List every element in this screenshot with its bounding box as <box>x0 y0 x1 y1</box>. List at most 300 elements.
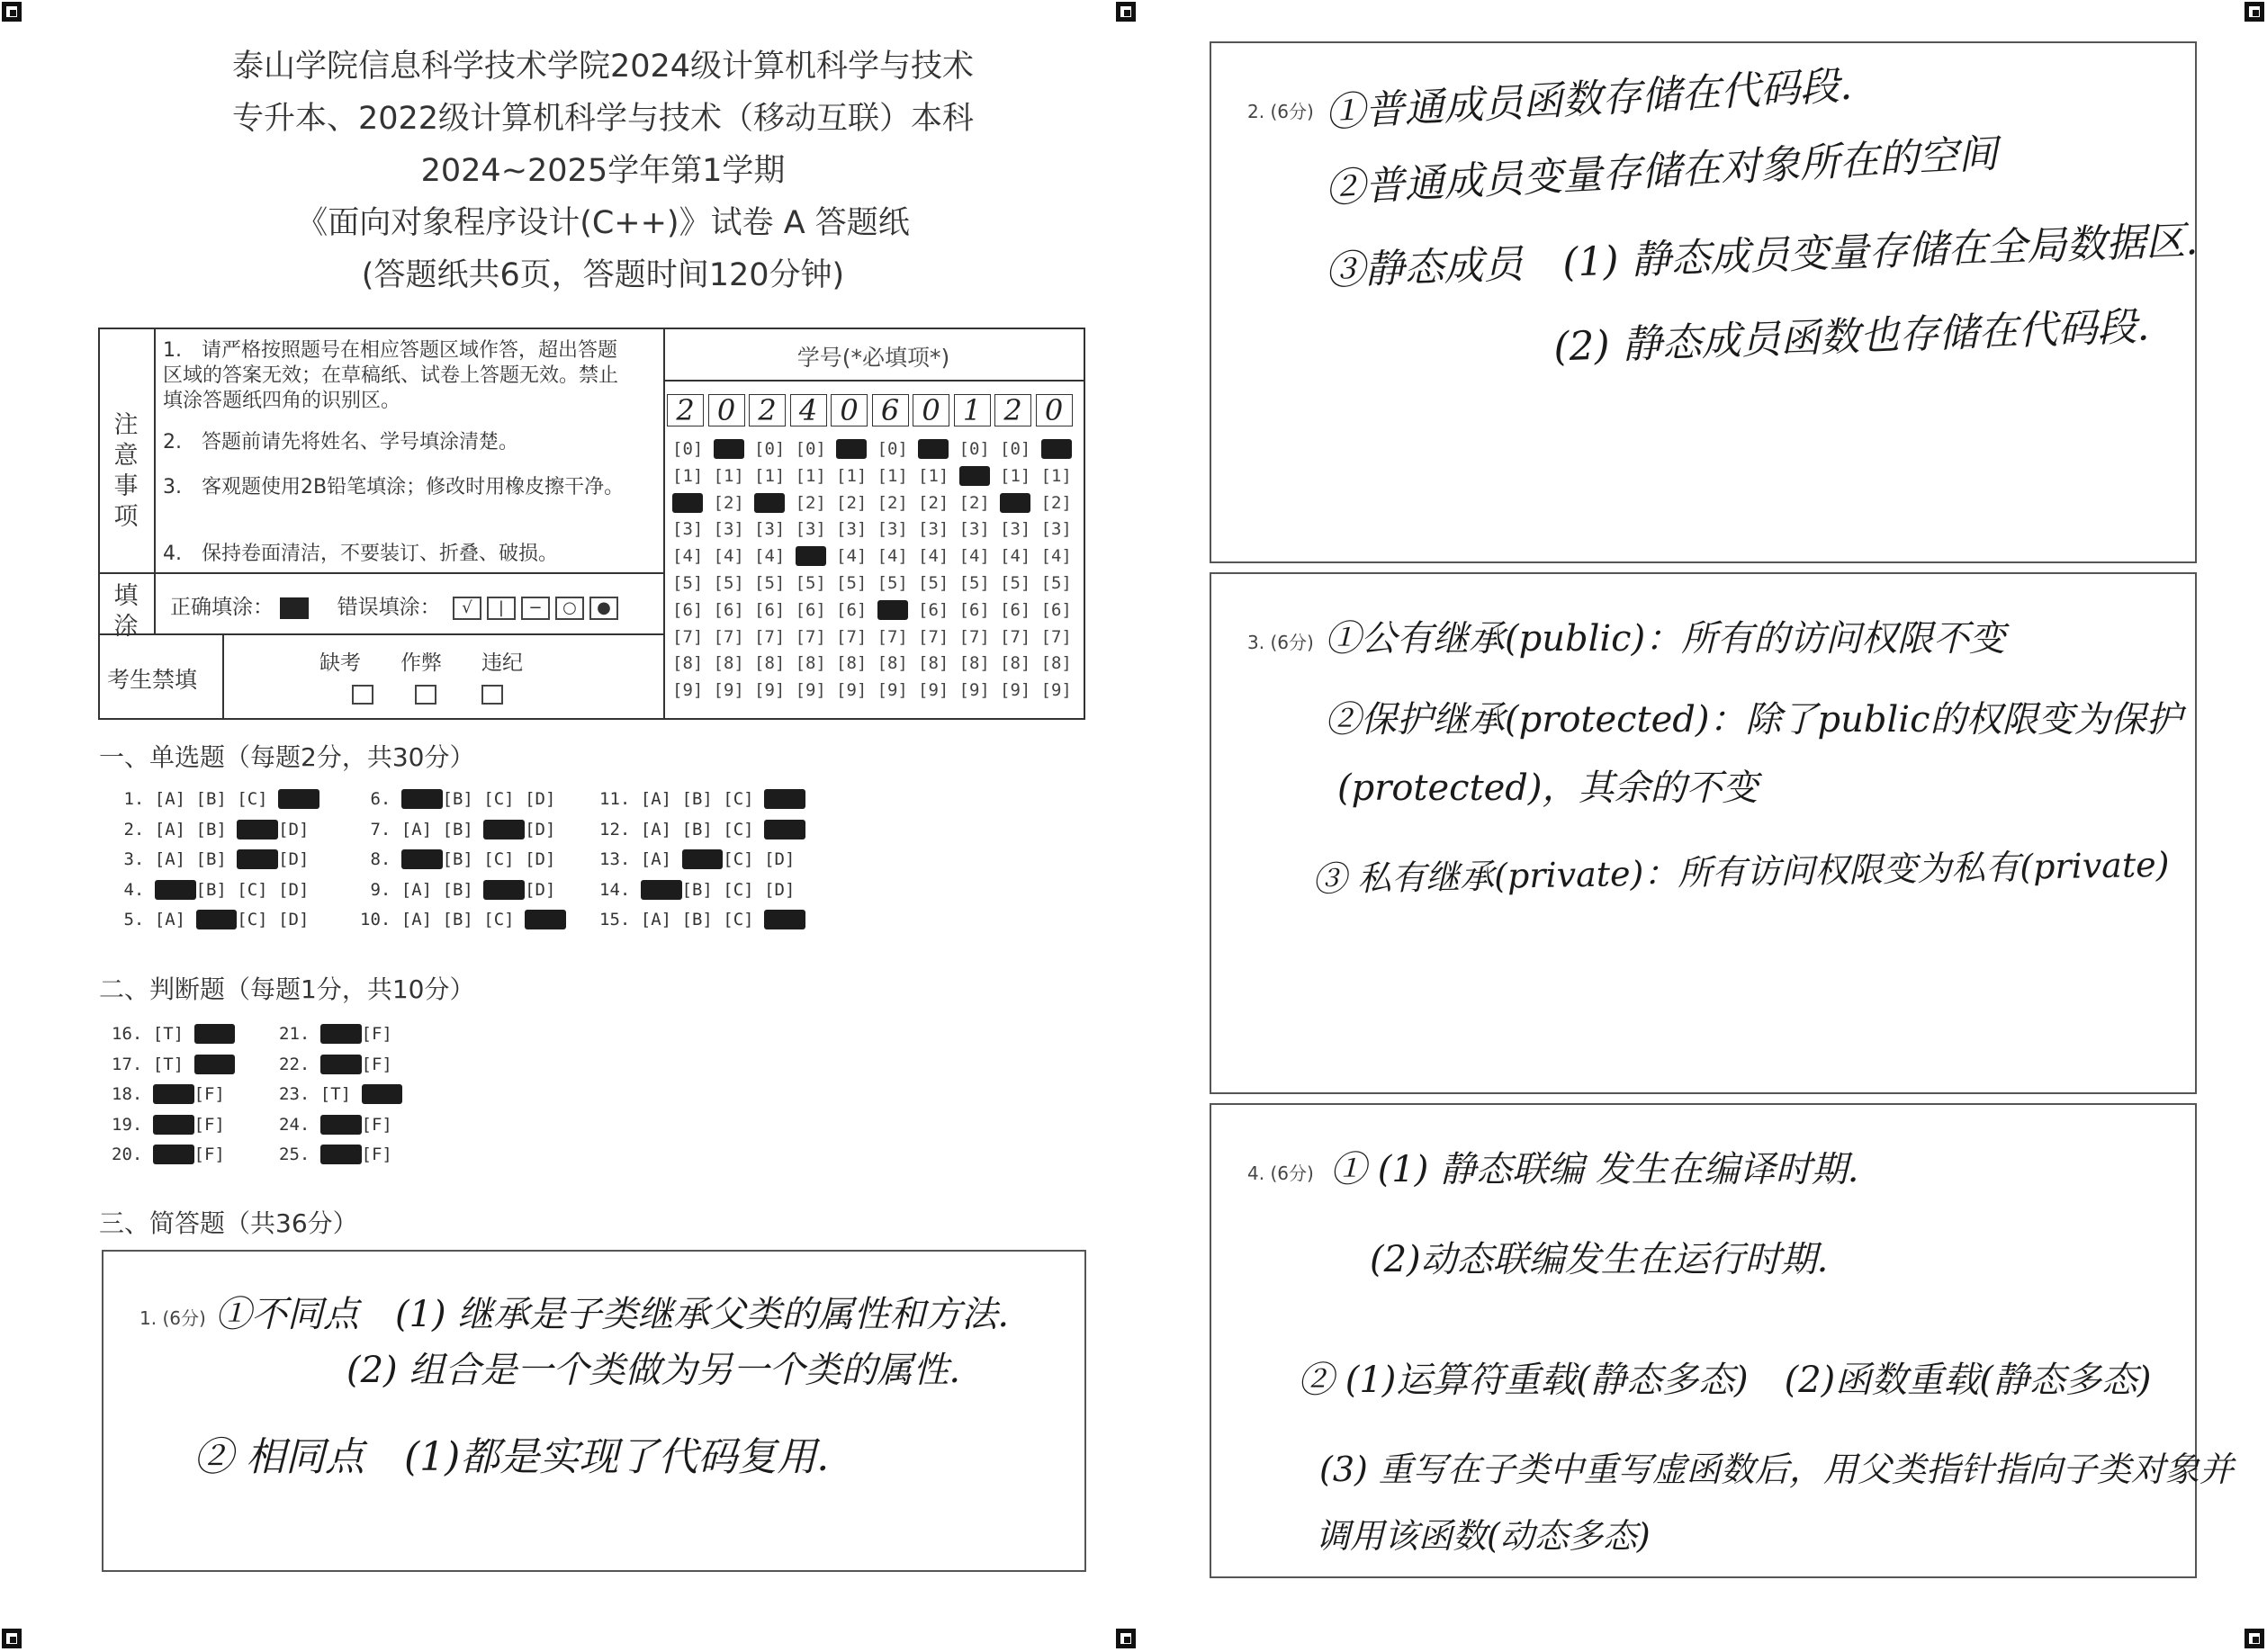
answer-label-q2: 2. (6分) <box>1247 101 1314 122</box>
question-number: 2. <box>113 819 155 839</box>
choice-bubble[interactable]: [A] <box>640 789 682 809</box>
student-id-digit: 0 <box>913 394 949 426</box>
choice-bubble-filled[interactable] <box>764 910 805 929</box>
choice-bubble-filled[interactable] <box>401 849 443 869</box>
student-id-bubble[interactable]: [9] <box>958 680 990 701</box>
student-id-bubble[interactable]: [3] <box>672 519 704 540</box>
student-id-bubble[interactable]: [9] <box>836 680 868 701</box>
student-id-digit: 0 <box>831 394 868 426</box>
question-number: 19. <box>112 1114 153 1135</box>
student-id-bubble[interactable]: [9] <box>754 680 786 701</box>
forbid-absent-checkbox[interactable] <box>352 685 373 705</box>
notice-item: 2. 答题前请先将姓名、学号填涂清楚。 <box>163 431 518 453</box>
choice-bubble[interactable]: [D] <box>278 910 319 929</box>
divider <box>222 633 224 718</box>
student-id-bubble[interactable]: [5] <box>754 573 786 593</box>
choice-bubble[interactable]: [D] <box>764 849 805 869</box>
student-id-bubble-filled[interactable] <box>796 546 826 566</box>
student-id-bubble[interactable]: [9] <box>672 680 704 701</box>
wrong-fill-dash-icon: − <box>521 597 550 620</box>
student-id-bubble[interactable]: [5] <box>672 573 704 593</box>
student-id-bubble[interactable]: [1] <box>713 465 744 486</box>
answer-line: (2)动态联编发生在运行时期. <box>1370 1239 1829 1280</box>
answer-line: ② (1)运算符重载(静态多态) (2)函数重载(静态多态) <box>1298 1360 2152 1401</box>
answer-line: (protected)，其余的不变 <box>1337 768 1759 809</box>
student-id-bubble[interactable]: [1] <box>1000 465 1031 486</box>
fill-label: 填涂 <box>113 582 139 641</box>
student-id-bubble[interactable]: [3] <box>836 519 868 540</box>
student-id-bubble[interactable]: [5] <box>795 573 826 593</box>
student-id-bubble[interactable]: [3] <box>795 519 826 540</box>
choice-bubble[interactable]: [B] <box>442 849 484 869</box>
corner-marker <box>2 1629 22 1648</box>
notice-item: 4. 保持卷面清洁，不要装订、折叠、破损。 <box>163 543 558 565</box>
student-id-bubble[interactable]: [6] <box>1040 599 1072 620</box>
student-id-bubble[interactable]: [6] <box>836 599 868 620</box>
tf-bubble-filled[interactable] <box>153 1145 194 1164</box>
choice-bubble-filled[interactable] <box>641 880 682 900</box>
tf-bubble-filled[interactable] <box>320 1115 362 1135</box>
student-id-bubble[interactable]: [1] <box>1040 465 1072 486</box>
choice-bubble[interactable]: [B] <box>681 879 724 900</box>
student-id-bubble[interactable]: [8] <box>836 653 868 674</box>
student-id-bubble[interactable]: [6] <box>1000 599 1031 620</box>
student-id-digit: 0 <box>1036 394 1073 426</box>
student-id-bubble[interactable]: [8] <box>795 653 826 674</box>
answer-line: (3) 重写在子类中重写虚函数后，用父类指针指向子类对象并 <box>1319 1450 2234 1489</box>
student-id-digit: 1 <box>954 394 991 426</box>
forbid-violation-checkbox[interactable] <box>481 685 503 705</box>
student-id-bubble[interactable]: [7] <box>1040 626 1072 647</box>
student-id-bubble[interactable]: [4] <box>1000 546 1031 567</box>
student-id-bubble[interactable]: [7] <box>877 626 908 647</box>
choice-bubble[interactable]: [B] <box>442 910 484 929</box>
question-number: 24. <box>279 1114 320 1135</box>
tf-bubble[interactable]: [F] <box>193 1084 236 1104</box>
tf-bubble[interactable]: [F] <box>361 1024 403 1044</box>
student-id-bubble[interactable]: [5] <box>713 573 744 593</box>
single-choice-row <box>113 789 319 809</box>
answer-box-q4 <box>1210 1103 2234 1578</box>
choice-bubble[interactable]: [A] <box>154 849 196 869</box>
student-id-bubble[interactable]: [8] <box>918 653 949 674</box>
question-number: 11. <box>599 789 641 809</box>
answer-line: ①普通成员函数存储在代码段. <box>1324 62 1854 137</box>
question-number: 20. <box>112 1145 153 1164</box>
student-id-bubble[interactable]: [0] <box>754 439 786 459</box>
question-number: 23. <box>279 1084 320 1104</box>
student-id-bubble[interactable]: [2] <box>958 492 990 513</box>
student-id-bubble[interactable]: [4] <box>1040 546 1072 567</box>
tf-bubble-filled[interactable] <box>320 1145 362 1164</box>
choice-bubble-filled[interactable] <box>764 789 805 809</box>
choice-bubble[interactable]: [B] <box>195 819 238 839</box>
tf-bubble-filled[interactable] <box>194 1055 236 1074</box>
student-id-bubble-filled[interactable] <box>672 493 703 513</box>
answer-line: 调用该函数(动态多态) <box>1316 1516 1651 1556</box>
student-id-bubble[interactable]: [2] <box>836 492 868 513</box>
answer-label-q1: 1. (6分) <box>139 1307 206 1329</box>
choice-bubble[interactable]: [D] <box>278 819 319 839</box>
student-id-bubble[interactable]: [6] <box>754 599 786 620</box>
student-id-bubble[interactable]: [4] <box>836 546 868 567</box>
wrong-fill-dot-icon: ● <box>589 597 618 620</box>
student-id-bubble[interactable]: [7] <box>795 626 826 647</box>
student-id-bubble[interactable]: [5] <box>1040 573 1072 593</box>
answer-box-q2 <box>1210 41 2200 563</box>
question-number: 21. <box>279 1024 320 1044</box>
student-id-bubble-filled[interactable] <box>754 493 785 513</box>
forbid-cheat-checkbox[interactable] <box>415 685 436 705</box>
student-id-bubble[interactable]: [7] <box>918 626 949 647</box>
forbid-label: 考生禁填 <box>107 667 198 693</box>
question-number: 12. <box>599 819 641 839</box>
student-id-bubble[interactable]: [9] <box>713 680 744 701</box>
choice-bubble-filled[interactable] <box>237 820 278 839</box>
student-id-bubble[interactable]: [5] <box>958 573 990 593</box>
notice-item: 3. 客观题使用2B铅笔填涂；修改时用橡皮擦干净。 <box>163 476 625 498</box>
tf-bubble[interactable]: [F] <box>361 1114 403 1135</box>
student-id-bubble-filled[interactable] <box>714 439 744 459</box>
choice-bubble-filled[interactable] <box>483 880 525 900</box>
student-id-bubble[interactable]: [0] <box>877 439 908 459</box>
student-id-bubble[interactable]: [8] <box>958 653 990 674</box>
student-id-bubble-filled[interactable] <box>877 600 908 620</box>
student-id-bubble[interactable]: [2] <box>1040 492 1072 513</box>
question-number: 17. <box>112 1054 153 1074</box>
choice-bubble[interactable]: [B] <box>442 879 484 900</box>
answer-line: ②保护继承(protected)：除了public的权限变为保护 <box>1325 699 2182 741</box>
tf-bubble[interactable]: [F] <box>361 1145 403 1164</box>
student-id-bubble[interactable]: [7] <box>713 626 744 647</box>
choice-bubble[interactable]: [A] <box>154 789 196 809</box>
choice-bubble[interactable]: [A] <box>400 879 443 900</box>
tf-bubble[interactable]: [F] <box>361 1054 403 1074</box>
student-id-bubble[interactable]: [3] <box>754 519 786 540</box>
wrong-fill-label: 错误填涂： <box>337 596 441 619</box>
student-id-bubble[interactable]: [1] <box>795 465 826 486</box>
question-number: 4. <box>113 879 155 900</box>
choice-bubble-filled[interactable] <box>764 820 805 839</box>
single-choice-row <box>599 910 805 929</box>
header-line-2: 专升本、2022级计算机科学与技术（移动互联）本科 <box>231 101 975 137</box>
answer-box-q1 <box>102 1250 1086 1572</box>
student-id-bubble[interactable]: [7] <box>958 626 990 647</box>
answer-label-q4: 4. (6分) <box>1247 1163 1314 1184</box>
question-number: 3. <box>113 849 155 869</box>
tf-bubble[interactable]: [T] <box>319 1084 362 1104</box>
student-id-bubble[interactable]: [9] <box>1040 680 1072 701</box>
question-number: 9. <box>360 879 401 900</box>
student-id-bubble[interactable]: [3] <box>958 519 990 540</box>
single-choice-row <box>360 880 566 900</box>
answer-line: ③ 私有继承(private)：所有访问权限变为私有(private) <box>1311 844 2170 900</box>
answer-line: ③静态成员 (1) 静态成员变量存储在全局数据区. <box>1324 218 2200 294</box>
choice-bubble[interactable]: [B] <box>442 789 484 809</box>
answer-line: (2) 组合是一个类做为另一个类的属性. <box>346 1350 961 1391</box>
choice-bubble-filled[interactable] <box>483 820 525 839</box>
tf-bubble[interactable]: [F] <box>193 1145 236 1164</box>
answer-line: ① (1) 静态联编 发生在编译时期. <box>1330 1149 1859 1190</box>
student-id-bubble[interactable]: [4] <box>918 546 949 567</box>
choice-bubble[interactable]: [D] <box>525 879 566 900</box>
question-number: 22. <box>279 1054 320 1074</box>
student-id-bubble-filled[interactable] <box>1041 439 1072 459</box>
student-id-bubble-filled[interactable] <box>1000 493 1030 513</box>
student-id-bubble[interactable]: [5] <box>918 573 949 593</box>
question-number: 16. <box>112 1024 153 1044</box>
header-line-4: 《面向对象程序设计(C++)》试卷 A 答题纸 <box>296 205 910 241</box>
choice-bubble[interactable]: [C] <box>237 789 279 809</box>
header-line-3: 2024~2025学年第1学期 <box>420 153 786 189</box>
choice-bubble-filled[interactable] <box>196 910 238 929</box>
question-number: 13. <box>599 849 641 869</box>
choice-bubble[interactable]: [B] <box>195 789 238 809</box>
question-number: 1. <box>113 789 155 809</box>
fill-example <box>170 590 618 620</box>
choice-bubble-filled[interactable] <box>682 849 724 869</box>
single-choice-row <box>599 789 805 809</box>
student-id-bubble[interactable]: [3] <box>1040 519 1072 540</box>
true-false-row <box>279 1115 402 1135</box>
true-false-row <box>112 1055 235 1074</box>
tf-bubble-filled[interactable] <box>320 1055 362 1074</box>
student-id-bubble[interactable]: [2] <box>795 492 826 513</box>
choice-bubble-filled[interactable] <box>237 849 278 869</box>
student-id-bubble[interactable]: [5] <box>836 573 868 593</box>
true-false-row <box>112 1115 235 1135</box>
corner-marker <box>1116 2 1136 22</box>
corner-marker <box>2245 2 2264 22</box>
choice-bubble[interactable]: [B] <box>195 879 238 900</box>
question-number: 8. <box>360 849 401 869</box>
student-id-bubble[interactable]: [7] <box>672 626 704 647</box>
student-id-bubble[interactable]: [9] <box>1000 680 1031 701</box>
question-number: 25. <box>279 1145 320 1164</box>
student-id-bubble[interactable]: [2] <box>713 492 744 513</box>
student-id-bubble[interactable]: [0] <box>1000 439 1031 459</box>
true-false-row <box>279 1055 402 1074</box>
choice-bubble[interactable]: [C] <box>723 789 765 809</box>
true-false-row <box>279 1084 402 1104</box>
choice-bubble[interactable]: [D] <box>764 879 805 900</box>
student-id-bubble[interactable]: [4] <box>713 546 744 567</box>
choice-bubble-filled[interactable] <box>401 789 443 809</box>
choice-bubble[interactable]: [C] <box>723 819 765 839</box>
tf-bubble[interactable]: [T] <box>152 1024 194 1044</box>
header-line-1: 泰山学院信息科学技术学院2024级计算机科学与技术 <box>231 49 975 85</box>
student-id-bubble[interactable]: [1] <box>672 465 704 486</box>
tf-bubble-filled[interactable] <box>362 1084 403 1104</box>
choice-bubble[interactable]: [D] <box>278 879 319 900</box>
student-id-bubble[interactable]: [9] <box>918 680 949 701</box>
choice-bubble[interactable]: [C] <box>483 789 526 809</box>
student-id-bubble[interactable]: [3] <box>877 519 908 540</box>
single-choice-row <box>113 880 319 900</box>
student-id-bubble[interactable]: [8] <box>1000 653 1031 674</box>
choice-bubble[interactable]: [D] <box>525 789 566 809</box>
answer-label-q3: 3. (6分) <box>1247 632 1314 653</box>
choice-bubble-filled[interactable] <box>278 789 319 809</box>
true-false-row <box>279 1145 402 1164</box>
choice-bubble[interactable]: [A] <box>400 910 443 929</box>
header-line-5: (答题纸共6页，答题时间120分钟) <box>361 257 845 293</box>
student-id-title: 学号(*必填项*) <box>796 345 950 371</box>
student-id-digit: 2 <box>749 394 786 426</box>
true-false-row <box>112 1024 235 1044</box>
true-false-row <box>112 1145 235 1164</box>
student-id-bubble[interactable]: [6] <box>958 599 990 620</box>
student-id-bubble[interactable]: [7] <box>1000 626 1031 647</box>
answer-box-q3 <box>1210 572 2197 1094</box>
student-id-bubble[interactable]: [0] <box>672 439 704 459</box>
choice-bubble[interactable]: [C] <box>237 879 279 900</box>
choice-bubble[interactable]: [C] <box>723 910 765 929</box>
section-true-false: 二、判断题（每题1分，共10分） <box>99 974 475 1004</box>
student-id-digit: 2 <box>667 394 704 426</box>
corner-marker <box>1116 1629 1136 1648</box>
student-id-bubble[interactable]: [8] <box>672 653 704 674</box>
student-id-bubble[interactable]: [3] <box>918 519 949 540</box>
student-id-bubble[interactable]: [4] <box>672 546 704 567</box>
choice-bubble[interactable]: [A] <box>154 910 196 929</box>
choice-bubble[interactable]: [D] <box>525 819 566 839</box>
student-id-bubble[interactable]: [6] <box>672 599 704 620</box>
choice-bubble[interactable]: [C] <box>723 879 765 900</box>
student-id-bubble[interactable]: [1] <box>877 465 908 486</box>
student-id-digit: 6 <box>872 394 909 426</box>
tf-bubble[interactable]: [F] <box>193 1114 236 1135</box>
tf-bubble-filled[interactable] <box>194 1024 236 1044</box>
single-choice-row <box>360 820 566 839</box>
wrong-fill-bar-icon: | <box>487 597 516 620</box>
choice-bubble[interactable]: [A] <box>640 910 682 929</box>
single-choice-row <box>599 849 805 869</box>
divider <box>100 572 663 574</box>
student-id-bubble[interactable]: [9] <box>877 680 908 701</box>
question-number: 7. <box>360 819 401 839</box>
answer-line: (2) 静态成员函数也存储在代码段. <box>1552 303 2151 371</box>
student-id-bubble[interactable]: [4] <box>877 546 908 567</box>
corner-marker <box>2245 1629 2264 1648</box>
student-id-bubble-filled[interactable] <box>836 439 867 459</box>
student-id-bubble[interactable]: [7] <box>836 626 868 647</box>
single-choice-row <box>113 820 319 839</box>
notice-label: 注意事项 <box>113 411 139 531</box>
choice-bubble[interactable]: [B] <box>681 789 724 809</box>
question-number: 6. <box>360 789 401 809</box>
choice-bubble[interactable]: [B] <box>442 819 484 839</box>
student-id-bubble[interactable]: [5] <box>877 573 908 593</box>
choice-bubble[interactable]: [B] <box>681 819 724 839</box>
choice-bubble[interactable]: [B] <box>681 910 724 929</box>
choice-bubble[interactable]: [A] <box>640 819 682 839</box>
student-id-bubble[interactable]: [6] <box>918 599 949 620</box>
question-number: 15. <box>599 910 641 929</box>
single-choice-row <box>599 880 805 900</box>
single-choice-row <box>360 849 566 869</box>
student-id-bubble[interactable]: [9] <box>795 680 826 701</box>
choice-bubble[interactable]: [C] <box>237 910 279 929</box>
student-id-bubble[interactable]: [3] <box>713 519 744 540</box>
divider <box>663 329 665 718</box>
student-id-bubble[interactable]: [5] <box>1000 573 1031 593</box>
choice-bubble[interactable]: [B] <box>195 849 238 869</box>
choice-bubble[interactable]: [A] <box>640 849 682 869</box>
choice-bubble[interactable]: [D] <box>278 849 319 869</box>
wrong-fill-circle-icon: ○ <box>555 597 584 620</box>
single-choice-row <box>113 910 319 929</box>
section-single-choice: 一、单选题（每题2分，共30分） <box>99 742 475 772</box>
divider <box>100 633 663 635</box>
student-id-bubble[interactable]: [1] <box>918 465 949 486</box>
student-id-bubble[interactable]: [2] <box>918 492 949 513</box>
true-false-row <box>279 1024 402 1044</box>
student-id-bubble[interactable]: [8] <box>754 653 786 674</box>
correct-fill-swatch <box>280 597 309 619</box>
student-id-bubble[interactable]: [8] <box>1040 653 1072 674</box>
choice-bubble[interactable]: [D] <box>525 849 566 869</box>
choice-bubble-filled[interactable] <box>525 910 566 929</box>
choice-bubble-filled[interactable] <box>155 880 196 900</box>
student-id-bubble[interactable]: [6] <box>795 599 826 620</box>
student-id-bubble[interactable]: [3] <box>1000 519 1031 540</box>
correct-fill-label: 正确填涂： <box>170 596 274 619</box>
answer-line: ②普通成员变量存储在对象所在的空间 <box>1324 130 2000 212</box>
student-id-bubble[interactable]: [8] <box>713 653 744 674</box>
answer-line: ①公有继承(public)：所有的访问权限不变 <box>1325 618 2006 660</box>
forbid-absent-label: 缺考 <box>319 651 361 675</box>
student-id-bubble[interactable]: [8] <box>877 653 908 674</box>
section-short-answer: 三、简答题（共36分） <box>99 1208 358 1238</box>
single-choice-row <box>360 910 566 929</box>
student-id-bubble[interactable]: [0] <box>958 439 990 459</box>
student-id-bubble[interactable]: [1] <box>836 465 868 486</box>
student-id-bubble[interactable]: [4] <box>958 546 990 567</box>
corner-marker <box>2 2 22 22</box>
tf-bubble[interactable]: [T] <box>152 1054 194 1074</box>
single-choice-row <box>113 849 319 869</box>
student-id-bubble[interactable]: [1] <box>754 465 786 486</box>
student-id-bubble[interactable]: [7] <box>754 626 786 647</box>
tf-bubble-filled[interactable] <box>320 1024 362 1044</box>
student-id-bubble[interactable]: [6] <box>713 599 744 620</box>
forbid-cheat-label: 作弊 <box>400 651 442 675</box>
choice-bubble[interactable]: [A] <box>154 819 196 839</box>
question-number: 5. <box>113 910 155 929</box>
student-id-bubble[interactable]: [4] <box>754 546 786 567</box>
forbid-violation-label: 违纪 <box>481 651 523 675</box>
choice-bubble[interactable]: [C] <box>483 849 526 869</box>
tf-bubble-filled[interactable] <box>153 1084 194 1104</box>
student-id-digit: 0 <box>708 394 745 426</box>
single-choice-row <box>599 820 805 839</box>
question-number: 14. <box>599 879 641 900</box>
student-id-bubble[interactable]: [2] <box>877 492 908 513</box>
student-id-bubble-filled[interactable] <box>918 439 949 459</box>
true-false-row <box>112 1084 235 1104</box>
choice-bubble[interactable]: [A] <box>400 819 443 839</box>
student-id-bubble[interactable]: [0] <box>795 439 826 459</box>
student-id-bubble-filled[interactable] <box>959 466 990 486</box>
choice-bubble[interactable]: [C] <box>483 910 526 929</box>
choice-bubble[interactable]: [C] <box>723 849 765 869</box>
divider <box>154 572 156 633</box>
divider <box>663 380 1084 382</box>
notice-item: 1. 请严格按照题号在相应答题区域作答，超出答题区域的答案无效；在草稿纸、试卷上答题无效。禁止填涂答题纸四角的识别区。 <box>163 339 619 412</box>
tf-bubble-filled[interactable] <box>153 1115 194 1135</box>
student-id-digit: 4 <box>790 394 827 426</box>
